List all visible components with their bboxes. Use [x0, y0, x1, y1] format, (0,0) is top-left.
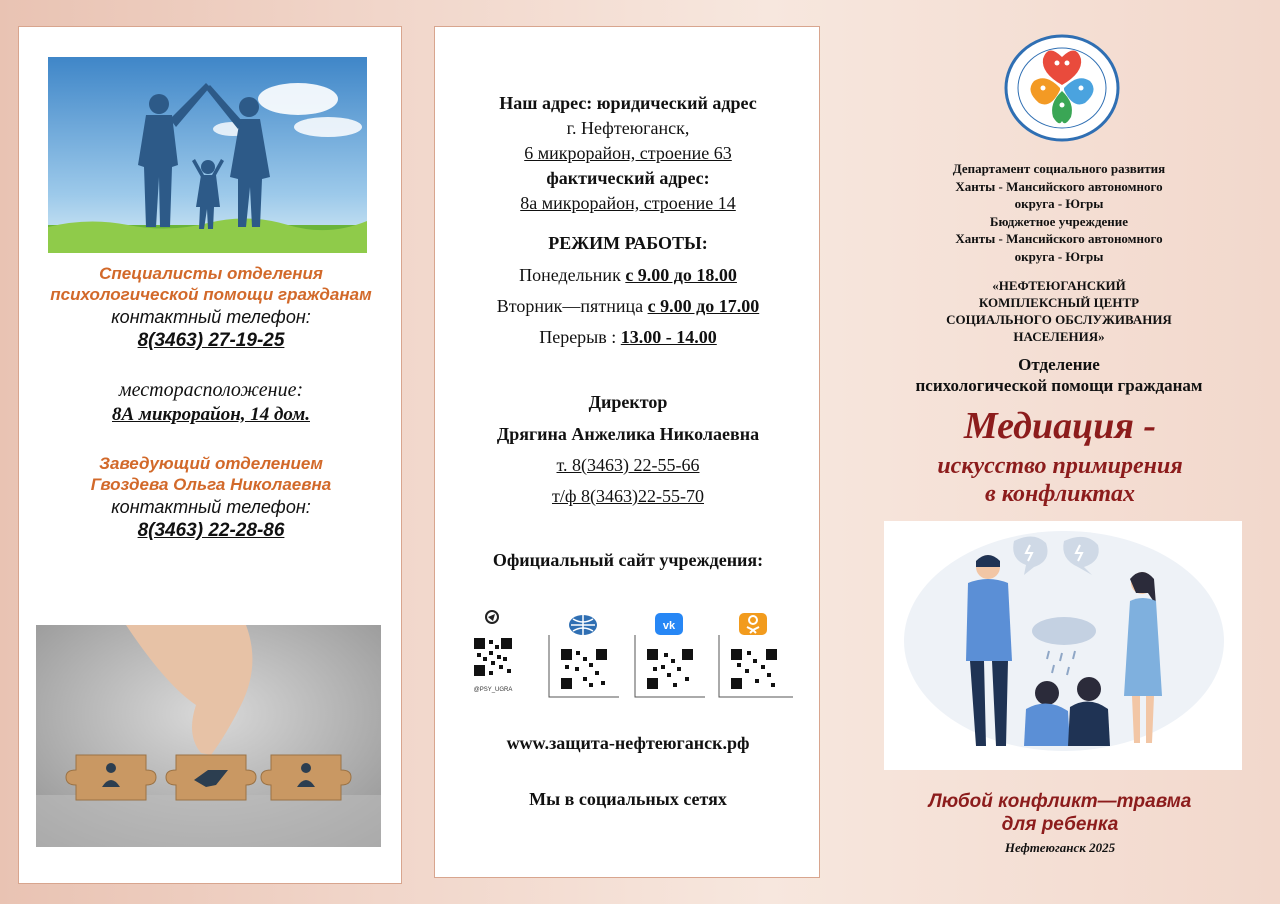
subtitle-line-2: в конфликтах — [984, 481, 1136, 507]
address-actual: 8а микрорайон, строение 14 — [520, 193, 736, 213]
schedule-heading: РЕЖИМ РАБОТЫ: — [548, 233, 708, 253]
website-qr[interactable] — [545, 607, 621, 717]
address-heading: Наш адрес: юридический адрес — [499, 93, 757, 113]
slogan-line-1: Любой конфликт—травма — [928, 791, 1192, 812]
family-conflict-illustration — [884, 521, 1242, 770]
brochure-subtitle — [880, 452, 1240, 508]
section-line-2: психологической помощи гражданам — [915, 376, 1203, 395]
schedule-tue-fri-hours: с 9.00 до 17.00 — [647, 296, 760, 316]
phone-1[interactable]: 8(3463) 27-19-25 — [137, 330, 285, 351]
slogan — [880, 790, 1240, 836]
website-link[interactable]: www.защита-нефтеюганск.рф — [506, 733, 750, 753]
schedule-break-label: Перерыв : — [539, 327, 617, 347]
organization-name — [906, 277, 1212, 345]
head-of-department — [19, 453, 403, 495]
section-name — [870, 354, 1248, 396]
subtitle-line-1: искусство примирения — [937, 453, 1183, 479]
org-line-4: НАСЕЛЕНИЯ» — [1013, 329, 1105, 344]
dept-line-2: Ханты - Мансийского автономного — [955, 178, 1163, 194]
dept-line-5: Ханты - Мансийского автономного — [955, 231, 1163, 246]
schedule-tue-fri-label: Вторник—пятница — [496, 296, 644, 316]
specialists-line-2: психологической помощи гражданам — [50, 285, 372, 304]
brochure-title: Медиация - — [963, 405, 1157, 447]
qr-caption: @PSY_UGRA — [473, 687, 513, 693]
schedule-mon-label: Понедельник — [519, 265, 621, 285]
director-name: Дрягина Анжелика Николаевна — [496, 424, 760, 444]
ok-qr[interactable] — [715, 607, 795, 717]
org-line-2: КОМПЛЕКСНЫЙ ЦЕНТР — [978, 295, 1140, 310]
slogan-line-2: для ребенка — [1001, 814, 1119, 835]
address-actual-heading: фактический адрес: — [546, 168, 710, 188]
specialists-line-1: Специалисты отделения — [99, 264, 323, 283]
organization-logo — [1003, 33, 1121, 143]
org-line-1: «НЕФТЕЮГАНСКИЙ — [992, 278, 1126, 293]
head-title: Заведующий отделением — [99, 454, 323, 473]
schedule-monday — [435, 265, 821, 286]
qr-codes-row — [465, 607, 795, 717]
dept-line-6: округа - Югры — [1014, 248, 1104, 264]
middle-panel — [434, 26, 820, 878]
dept-line-4: Бюджетное учреждение — [989, 213, 1129, 229]
left-panel — [18, 26, 402, 884]
vk-qr[interactable] — [631, 607, 707, 717]
director-label: Директор — [588, 392, 668, 412]
address-legal: 6 микрорайон, строение 63 — [524, 143, 732, 163]
site-heading: Официальный сайт учреждения: — [492, 550, 764, 570]
schedule-tue-fri — [435, 296, 821, 317]
schedule-break — [435, 327, 821, 348]
schedule-break-hours: 13.00 - 14.00 — [620, 327, 717, 347]
specialists-heading — [19, 263, 403, 305]
head-name: Гвоздева Ольга Николаевна — [90, 475, 332, 494]
social-heading: Мы в социальных сетях — [529, 789, 727, 809]
schedule-mon-hours: с 9.00 до 18.00 — [625, 265, 737, 285]
director-phone[interactable]: т. 8(3463) 22-55-66 — [556, 455, 700, 475]
vk-icon: vk — [662, 620, 676, 632]
telegram-qr[interactable] — [471, 607, 517, 717]
location-value: 8А микрорайон, 14 дом. — [112, 404, 310, 425]
contact-label-2: контактный телефон: — [111, 497, 311, 517]
location-label: месторасположение: — [118, 379, 304, 401]
contact-label-1: контактный телефон: — [111, 307, 311, 327]
dept-line-3: округа - Югры — [1014, 196, 1104, 211]
address-city: г. Нефтеюганск, — [566, 118, 690, 138]
section-line-1: Отделение — [1018, 355, 1100, 374]
family-silhouette-image — [48, 57, 367, 253]
address-block — [435, 91, 821, 216]
puzzle-hand-image — [36, 625, 381, 847]
phone-2[interactable]: 8(3463) 22-28-86 — [137, 520, 285, 541]
org-line-3: СОЦИАЛЬНОГО ОБСЛУЖИВАНИЯ — [946, 312, 1172, 327]
department-block — [906, 160, 1212, 265]
city-year: Нефтеюганск 2025 — [1004, 840, 1116, 855]
dept-line-1: Департамент социального развития — [952, 161, 1166, 176]
director-fax[interactable]: т/ф 8(3463)22-55-70 — [551, 486, 704, 506]
